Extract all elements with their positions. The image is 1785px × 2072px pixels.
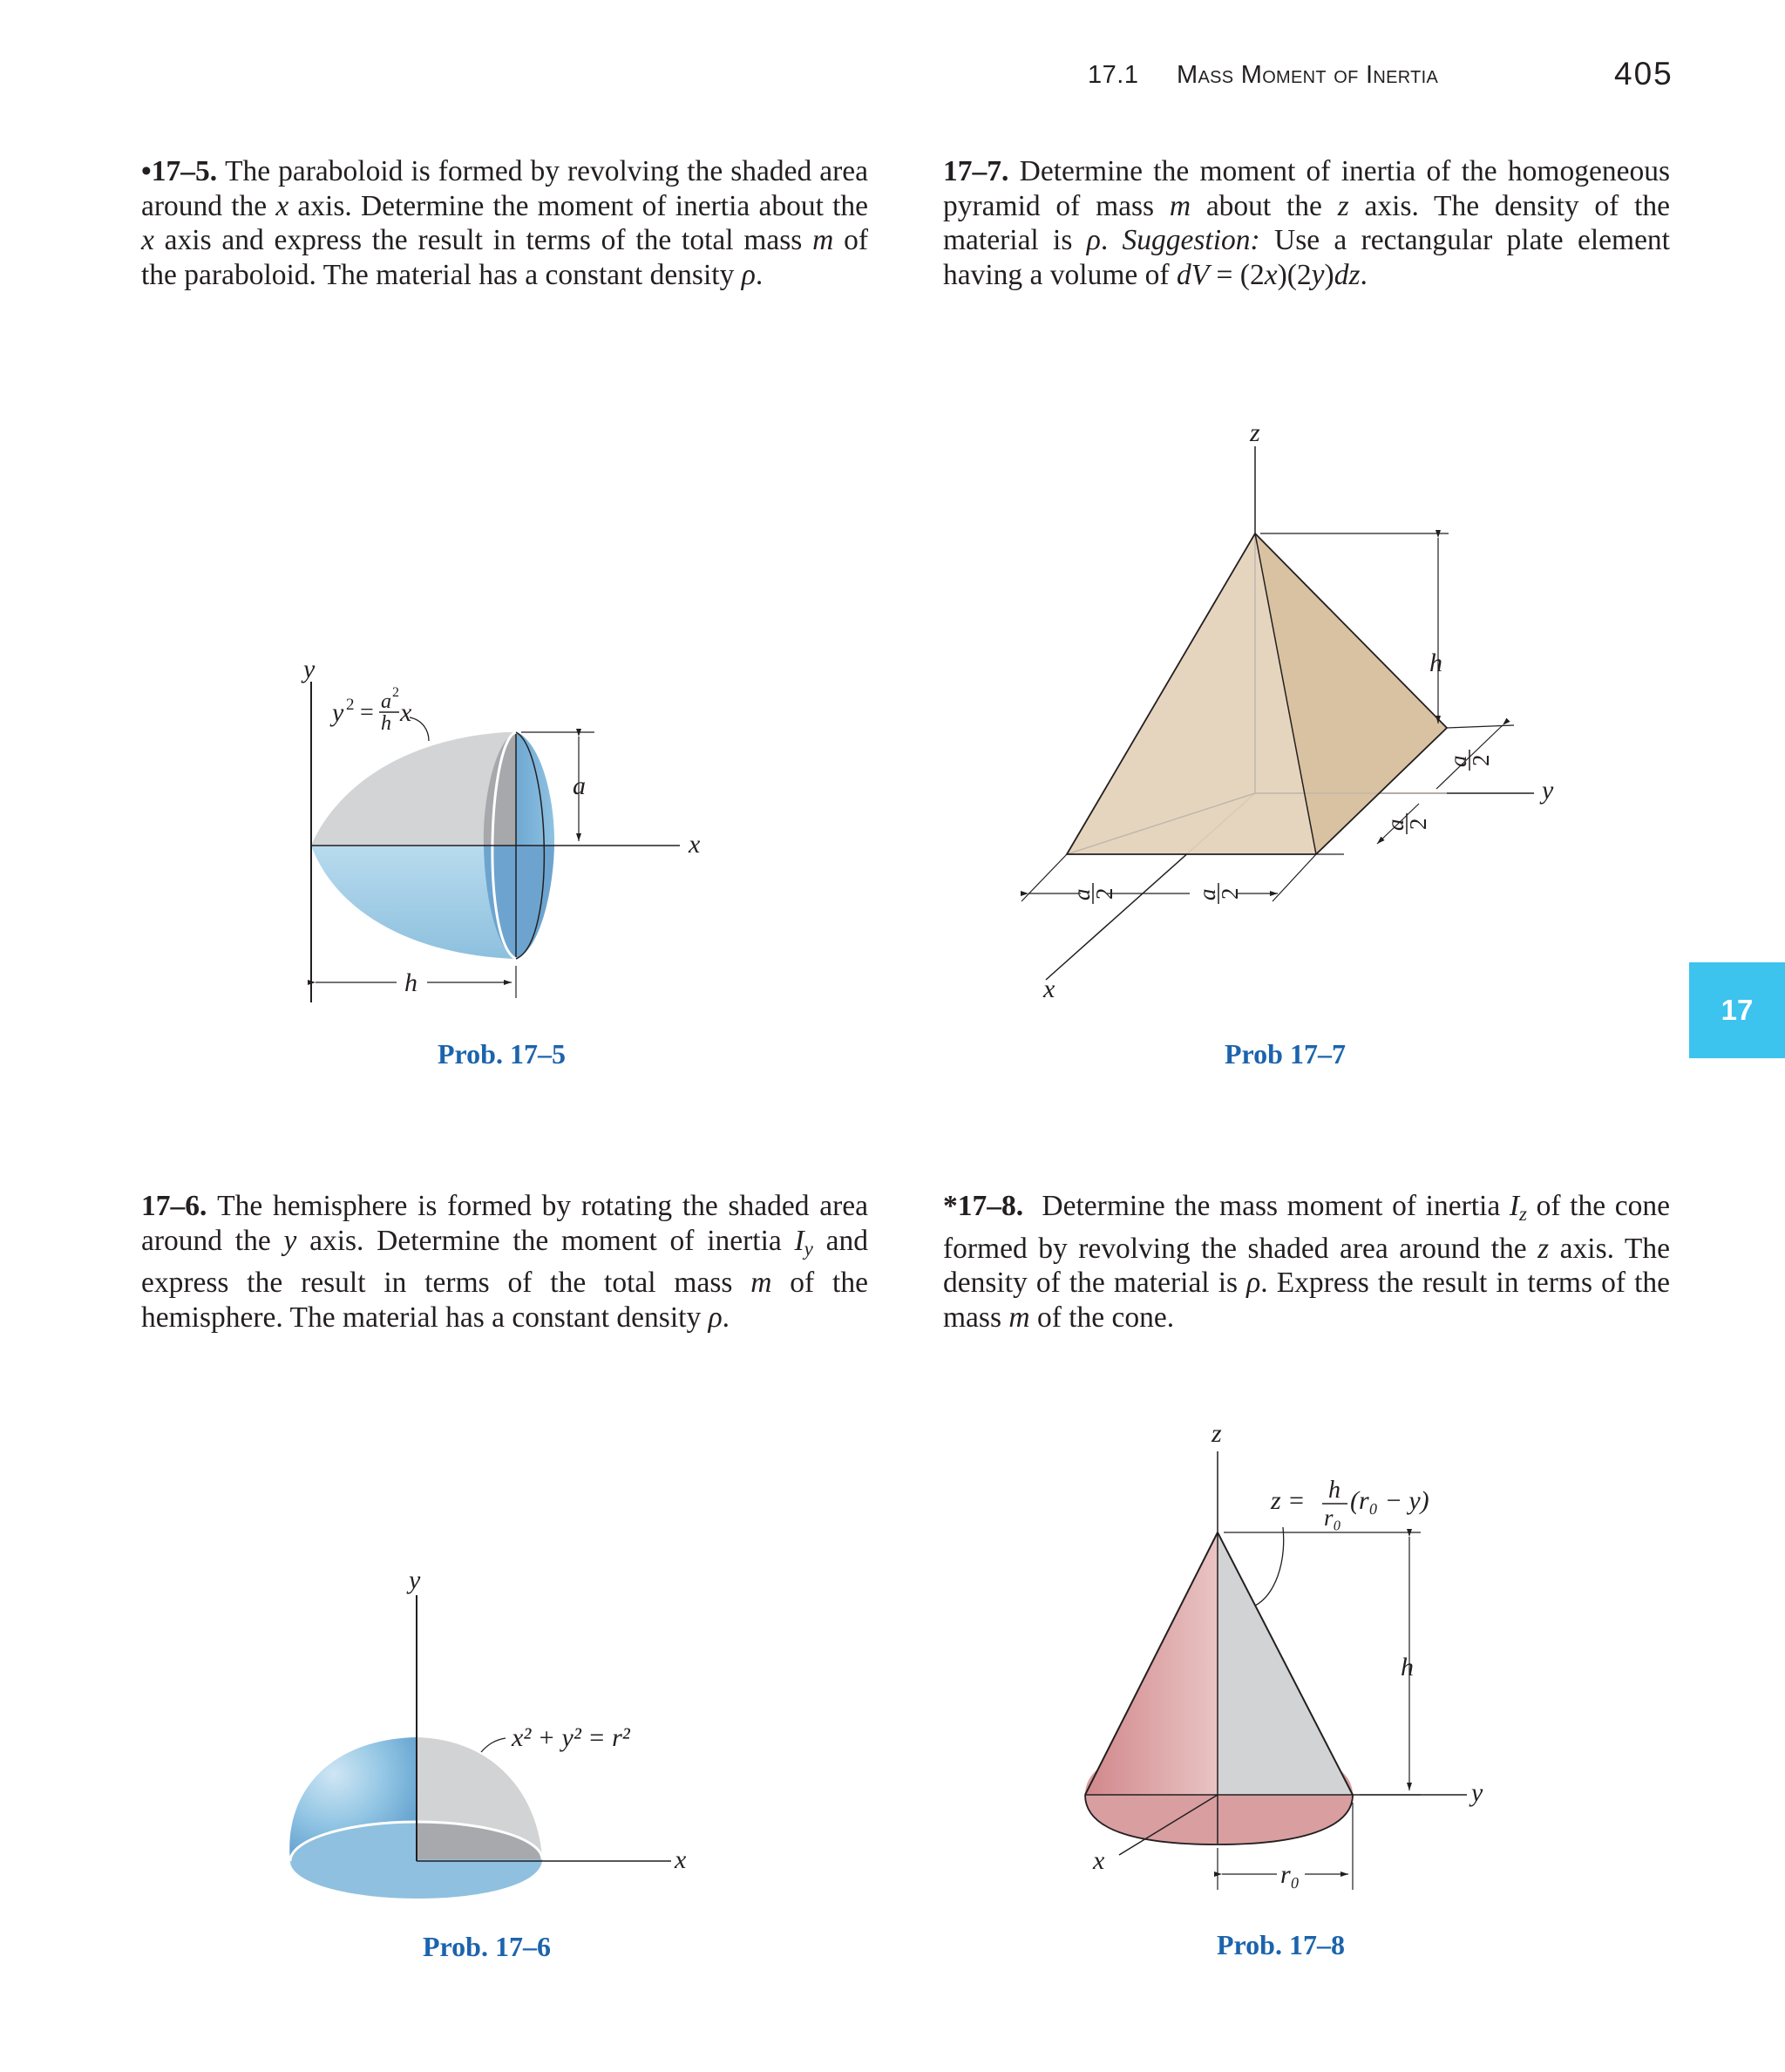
axis-label-z: z	[1250, 418, 1260, 447]
eq-lhs-exponent: 2	[346, 696, 355, 714]
math-variable: m	[1008, 1301, 1030, 1334]
fraction-numerator: a	[1194, 888, 1220, 900]
problem-text: .	[755, 258, 764, 291]
dim-label-a: a	[573, 771, 586, 800]
math-variable: ρ	[708, 1301, 723, 1334]
caption-prob-17-7: Prob 17–7	[1225, 1038, 1346, 1070]
problem-text: The paraboloid is formed by revolving the shaded area around the	[141, 155, 868, 222]
eq-lhs: z =	[1271, 1486, 1306, 1515]
eq-lhs: y	[332, 698, 344, 727]
axis-label-y: y	[303, 655, 316, 683]
axis-label-y: y	[409, 1566, 421, 1594]
math-variable: dz	[1334, 258, 1361, 291]
axis-label-x: x	[1043, 975, 1055, 1003]
dim-fraction-right-lower	[1382, 813, 1431, 834]
problem-number: *17–8.	[943, 1190, 1024, 1222]
dim-fraction-bottom-left	[1069, 883, 1117, 904]
equation-leader	[410, 717, 429, 741]
figure-17-7	[1021, 418, 1554, 1003]
running-header-section-number: 17.1	[1088, 61, 1139, 89]
caption-prob-17-8: Prob. 17–8	[1217, 1929, 1345, 1960]
math-variable: x	[141, 224, 154, 256]
axis-label-x: x	[689, 830, 701, 859]
problem-text: .	[1100, 224, 1123, 256]
problem-text: )	[1324, 258, 1334, 291]
figure-17-5	[301, 655, 701, 1002]
eq-numerator: h	[1328, 1477, 1340, 1504]
problem-text: of the hemisphere. The material has a constant density	[141, 1267, 868, 1334]
eq-denominator: h	[381, 712, 391, 735]
fraction-denominator: 2	[1405, 818, 1431, 830]
math-variable: y	[283, 1224, 297, 1257]
math-variable: ρ	[1246, 1267, 1261, 1299]
circle-equation: x² + y² = r²	[512, 1723, 630, 1752]
problem-text: )(2	[1277, 258, 1312, 291]
eq-equals: =	[360, 699, 374, 726]
dim-ext	[1021, 854, 1067, 901]
fraction-denominator: 2	[1217, 887, 1243, 900]
math-subscript: z	[1519, 1203, 1527, 1225]
dim-fraction-right-upper	[1445, 750, 1494, 771]
problem-text: Determine the moment of inertia of the homogeneous pyramid of mass	[943, 155, 1671, 222]
axis-label-y: y	[1542, 776, 1554, 805]
math-variable: z	[1537, 1232, 1550, 1265]
eq-numerator-exponent: 2	[392, 685, 399, 700]
fraction-denominator: 2	[1468, 754, 1494, 766]
eq-denominator: r₀	[1324, 1505, 1341, 1531]
fraction-denominator: 2	[1091, 887, 1117, 900]
curve-equation	[329, 685, 412, 735]
math-variable: x	[275, 189, 289, 222]
cone-equation	[1270, 1477, 1429, 1531]
eq-variable: x	[400, 698, 412, 727]
dim-label-h: h	[1401, 1653, 1414, 1681]
math-variable: x	[1264, 258, 1278, 291]
equation-leader	[1255, 1527, 1284, 1606]
problem-text: .	[722, 1301, 730, 1334]
math-variable: m	[812, 224, 834, 256]
math-variable: ρ	[1086, 224, 1101, 256]
caption-prob-17-5: Prob. 17–5	[438, 1038, 566, 1070]
math-variable: I	[1509, 1190, 1520, 1222]
page-number: 405	[1614, 56, 1673, 92]
problem-text: about the	[1191, 189, 1338, 222]
math-variable: z	[1337, 189, 1349, 222]
fraction-numerator: a	[1445, 755, 1471, 767]
dim-label-h: h	[1429, 649, 1442, 677]
problem-text: of the cone formed by revolving the shaded area around the	[943, 1190, 1670, 1265]
axis-label-x: x	[1093, 1846, 1105, 1875]
suggestion-label: Suggestion:	[1122, 224, 1260, 256]
problem-number: •17–5.	[141, 155, 218, 187]
dim-ext	[1273, 854, 1316, 901]
math-variable: m	[1169, 189, 1191, 222]
problem-text: = (2	[1209, 258, 1265, 291]
math-variable: dV	[1176, 258, 1210, 291]
figure-17-6	[289, 1566, 687, 1899]
problem-text: axis. The density of the material is	[943, 1232, 1670, 1299]
math-variable: ρ	[741, 258, 756, 291]
axis-label-y: y	[1471, 1778, 1483, 1807]
problem-text: . Express the result in terms of the mass	[943, 1267, 1670, 1334]
problem-text: of the cone.	[1029, 1301, 1175, 1334]
running-header-section-title: Mass Moment of Inertia	[1177, 61, 1439, 89]
eq-rest: (r₀ − y)	[1350, 1486, 1429, 1515]
eq-numerator: a	[381, 690, 391, 713]
problem-text: Use a rectangular plate element having a volume of	[943, 224, 1670, 291]
problem-text: of the paraboloid. The material has a constant density	[141, 224, 869, 291]
dim-label-h: h	[404, 968, 417, 997]
problem-number: 17–7.	[943, 155, 1009, 187]
problem-text: axis. Determine the moment of inertia about the	[288, 189, 869, 222]
problem-text: .	[1360, 258, 1368, 291]
caption-prob-17-6: Prob. 17–6	[423, 1931, 551, 1962]
fraction-numerator: a	[1382, 819, 1408, 831]
axis-label-z: z	[1211, 1419, 1222, 1448]
fraction-numerator: a	[1069, 888, 1095, 900]
math-variable: y	[1311, 258, 1325, 291]
problem-text: axis. Determine the moment of inertia	[296, 1224, 795, 1257]
paraboloid-cap-blue	[516, 732, 554, 846]
problem-number: 17–6.	[141, 1190, 207, 1222]
axis-label-x: x	[675, 1845, 687, 1874]
dim-fraction-bottom-right	[1194, 883, 1243, 904]
dim-ext	[1447, 725, 1514, 728]
figure-17-8	[1085, 1419, 1483, 1890]
problem-text: Determine the mass moment of inertia	[1042, 1190, 1510, 1222]
problem-text: and express the result in terms of the total mass	[141, 1224, 869, 1299]
problem-text: axis. The density of the material is	[943, 189, 1670, 256]
math-variable: m	[750, 1267, 772, 1299]
equation-leader	[481, 1738, 506, 1752]
math-subscript: y	[804, 1237, 813, 1260]
chapter-tab: 17	[1689, 962, 1785, 1058]
math-variable: I	[794, 1224, 804, 1257]
problem-text: The hemisphere is formed by rotating the shaded area around the	[141, 1190, 869, 1257]
dim-label-r0: r₀	[1280, 1860, 1300, 1889]
problem-text: axis and express the result in terms of the total mass	[153, 224, 813, 256]
